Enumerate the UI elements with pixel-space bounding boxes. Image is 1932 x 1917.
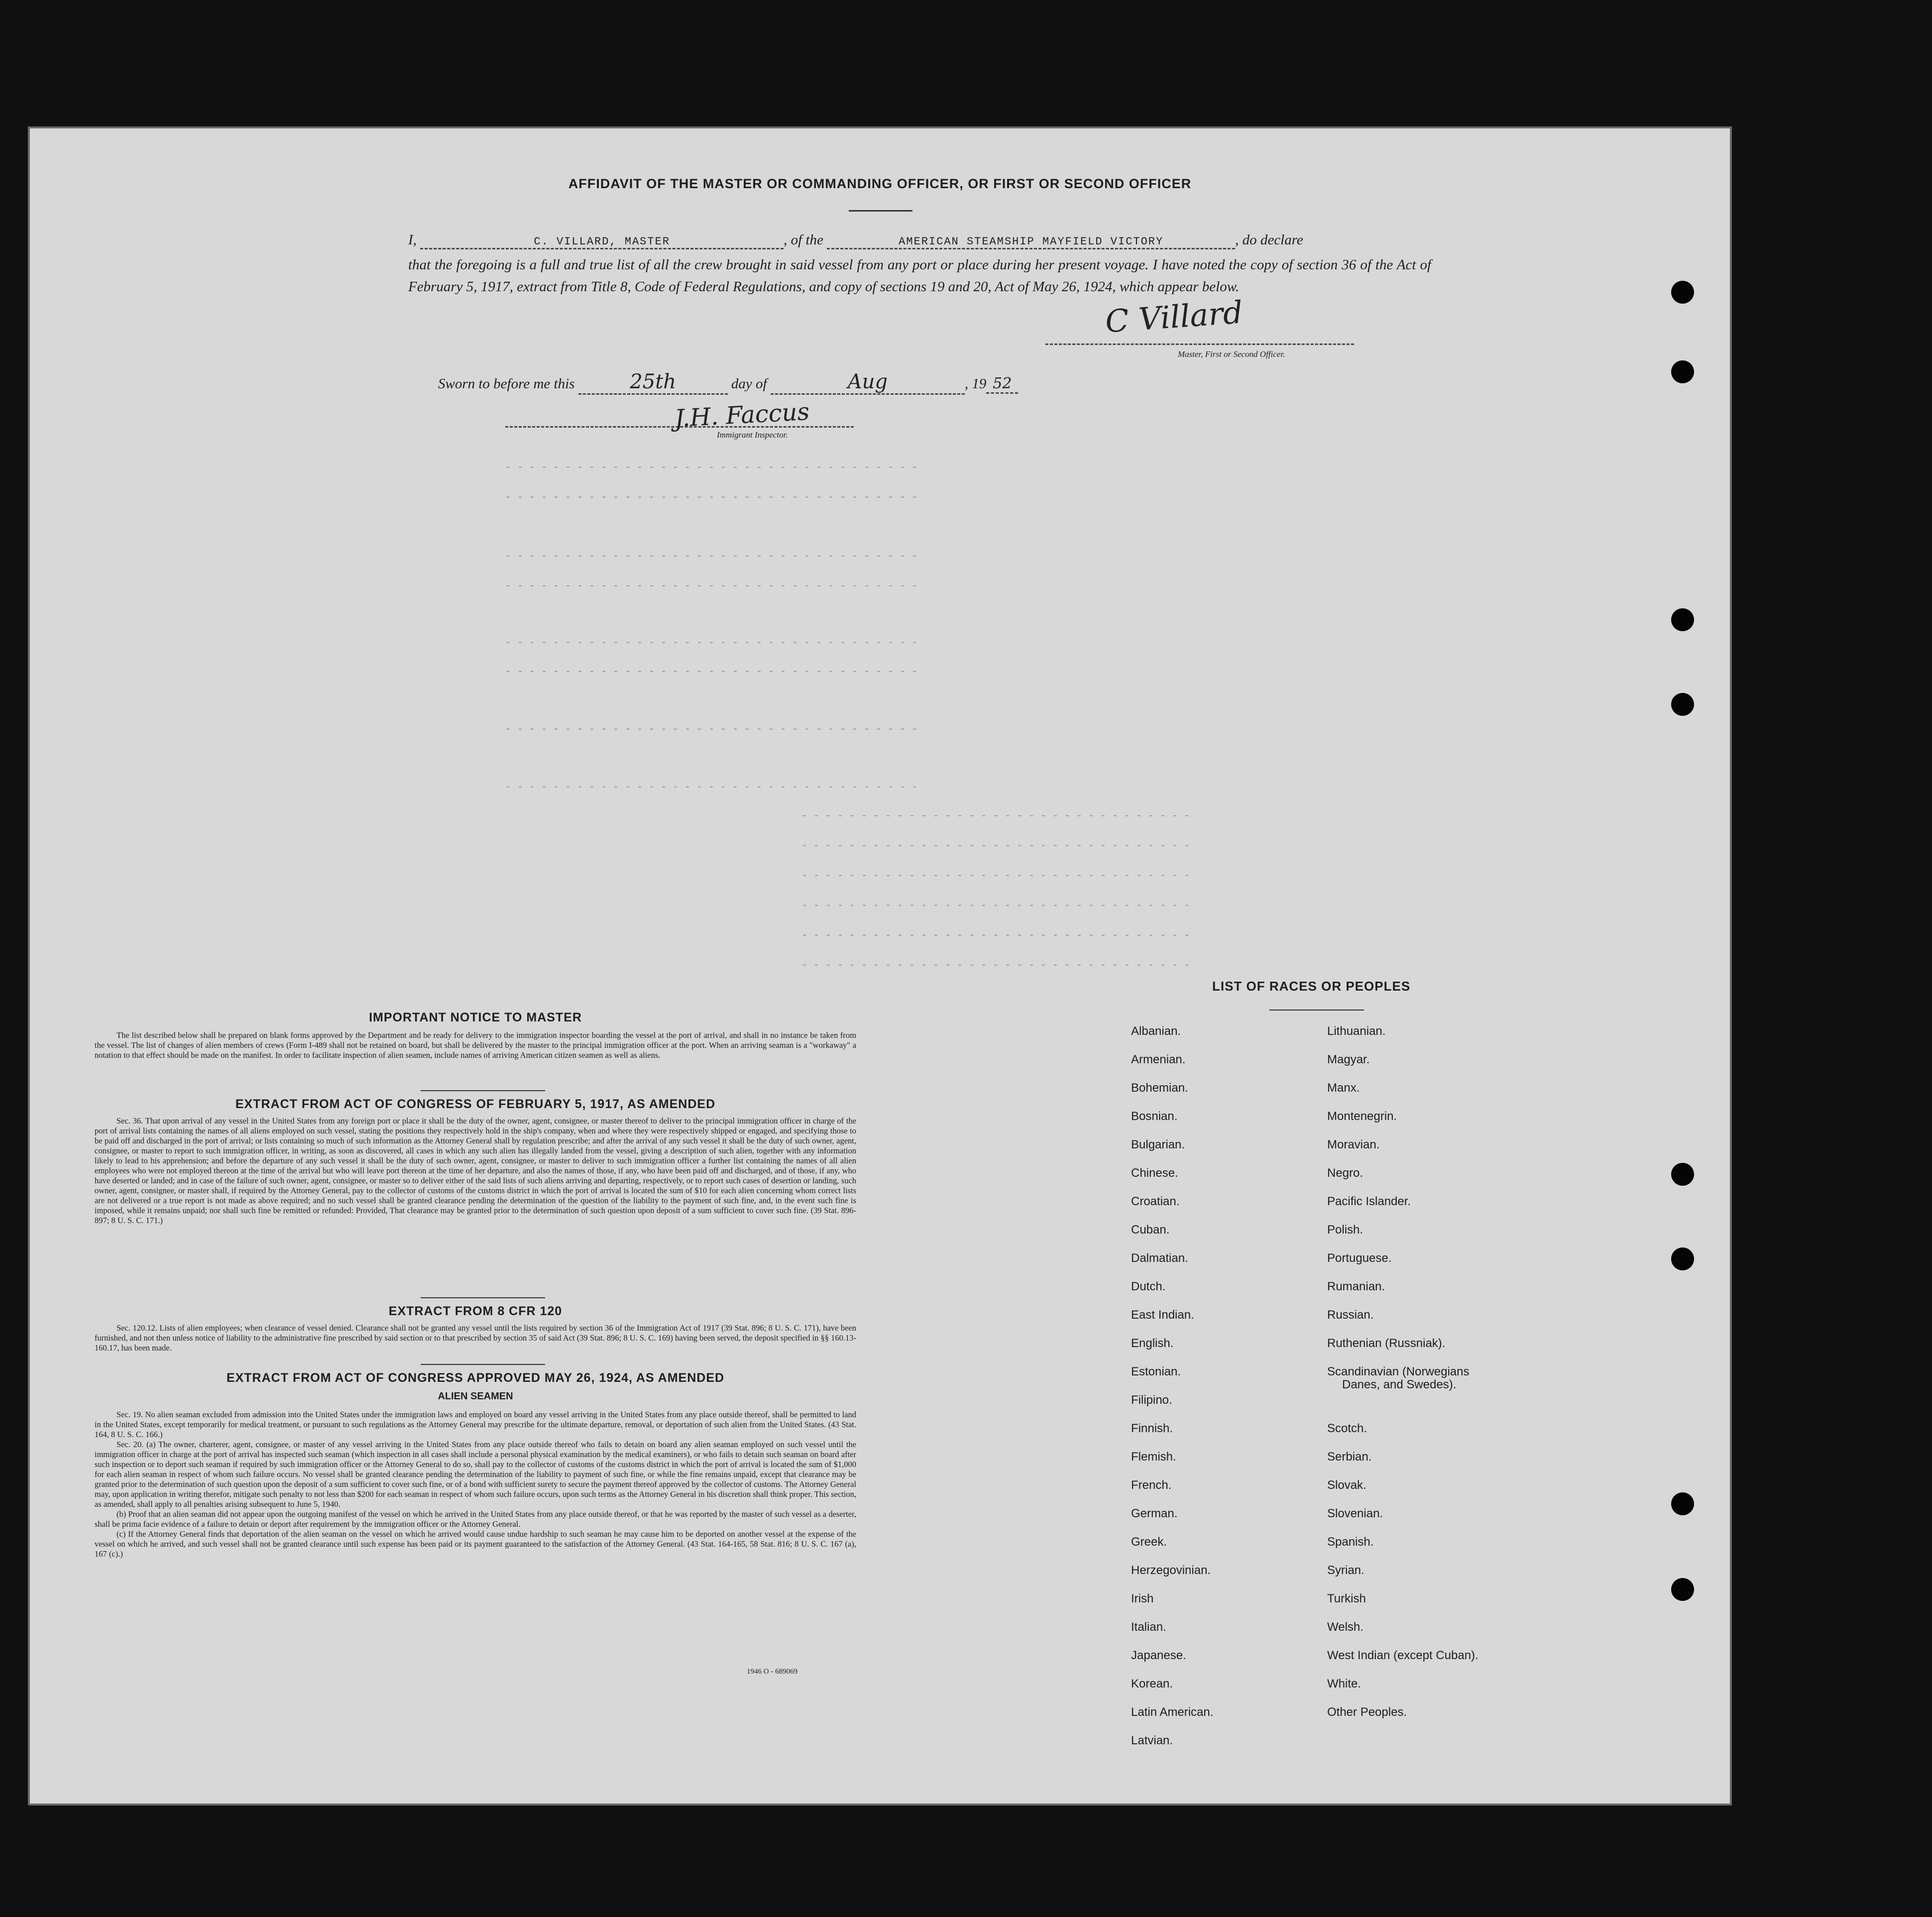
of-the-label: , of the <box>784 232 823 248</box>
section-20b-paragraph: (b) Proof that an alien seaman did not appear upon the outgoing manifest of the vessel on which he arrived in the United States from any place outside thereof, or that he was reported by the master of such vessel as a deserter, shall be prima facie evidence of a failure to detain or deport after requirement by the immigration officer or the Attorney General. <box>95 1509 856 1529</box>
race-item: Greek. <box>1131 1535 1167 1549</box>
race-item: Turkish <box>1327 1592 1366 1605</box>
inspector-signature: J.H. Faccus <box>674 397 810 433</box>
race-item: Bulgarian. <box>1131 1138 1185 1151</box>
notice-paragraph: The list described below shall be prepared on blank forms approved by the Department and be ready for delivery to the immigration inspector boarding the vessel at the port of arrival, and shall in no instance be taken from the vessel. The list of changes of alien members of crews (Form I-489 shall not be retained on board, but shall be delivered by the master to the principal immigration officer at the port. When an arriving seaman is a "workaway" a notation to that effect should be made on the manifest. In order to facilitate inspection of alien seamen, include names of arriving American citizen seamen as well as aliens. <box>95 1030 856 1060</box>
sworn-day-field: 25th <box>578 370 728 395</box>
section-120-12-paragraph: Sec. 120.12. Lists of alien employees; when clearance of vessel denied. Clearance shall not be granted any vessel until the lists required by section 36 of the Immigration Act of 1917 (39 Stat. 896; 8 U. S. C. 171), have been furnished, and not then unless notice of liability to the administrative fine prescribed by said section or to that prescribed by section 35 of said Act (39 Stat. 896; 8 U. S. C. 169) having been served, the deposit specified in §§ 160.13-160.17, has been made. <box>95 1323 856 1353</box>
race-item: Irish <box>1131 1592 1154 1605</box>
master-signature-line <box>1045 343 1354 345</box>
race-item: French. <box>1131 1478 1172 1492</box>
race-item: Manx. <box>1327 1081 1360 1095</box>
race-item: Syrian. <box>1327 1564 1364 1577</box>
race-item: Russian. <box>1327 1308 1374 1322</box>
declaration-body: that the foregoing is a full and true list of all the crew brought in said vessel from any port or place during her present voyage. I have noted the copy of section 36 of the Act of February 5, 1917, extract from Title 8, Code of Federal Regulations, and copy of sections 19 and 20, Act of May 26, 1924, which appear below. <box>408 257 1431 295</box>
race-item: Polish. <box>1327 1223 1364 1237</box>
punch-hole <box>1671 281 1694 304</box>
race-item: Slovak. <box>1327 1478 1366 1492</box>
race-item: Herzegovinian. <box>1131 1564 1211 1577</box>
race-item: Filipino. <box>1131 1393 1172 1407</box>
race-item: Other Peoples. <box>1327 1705 1407 1719</box>
affidavit-title: AFFIDAVIT OF THE MASTER OR COMMANDING OFFICER, OR FIRST OR SECOND OFFICER <box>568 176 1192 191</box>
race-item: Dalmatian. <box>1131 1251 1188 1265</box>
race-item: White. <box>1327 1677 1362 1691</box>
race-item: Ruthenian (Russniak). <box>1327 1337 1446 1350</box>
race-item: Bohemian. <box>1131 1081 1188 1095</box>
vessel-name-field: AMERICAN STEAMSHIP MAYFIELD VICTORY <box>827 235 1235 249</box>
race-item: Croatian. <box>1131 1195 1180 1208</box>
extract-1917-title: EXTRACT FROM ACT OF CONGRESS OF FEBRUARY 5, 1917, AS AMENDED <box>235 1097 716 1111</box>
race-item: Spanish. <box>1327 1535 1374 1549</box>
punch-hole <box>1671 1578 1694 1601</box>
sworn-year-field: 52 <box>986 375 1018 394</box>
race-item: West Indian (except Cuban). <box>1327 1649 1478 1662</box>
race-item: Montenegrin. <box>1327 1110 1397 1123</box>
races-title: LIST OF RACES OR PEOPLES <box>1212 979 1411 994</box>
notice-title: IMPORTANT NOTICE TO MASTER <box>369 1011 582 1024</box>
extract-cfr-body <box>95 1323 856 1353</box>
title-rule <box>849 210 912 212</box>
race-item: Magyar. <box>1327 1053 1370 1066</box>
notice-body <box>95 1030 856 1060</box>
race-item: Welsh. <box>1327 1620 1364 1634</box>
race-item: East Indian. <box>1131 1308 1194 1322</box>
sworn-month-field: Aug <box>771 370 965 395</box>
races-title-rule <box>1269 1010 1364 1011</box>
section-20c-paragraph: (c) If the Attorney General finds that deportation of the alien seaman on the vessel on which he arrived would cause undue hardship to such seaman he may cause him to be deported on another vessel at the expense of the vessel on which he arrived, and such vessel shall not be granted clearance until such expense has been paid or its payment guaranteed to the satisfaction of the Attorney General. (43 Stat. 164-165, 58 Stat. 816; 8 U. S. C. 167 (a), 167 (c).) <box>95 1529 856 1559</box>
section-19-paragraph: Sec. 19. No alien seaman excluded from admission into the United States under the immigration laws and employed on board any vessel arriving in the United States from any place outside thereof, shall be permitted to land in the United States, except temporarily for medical treatment, or pursuant to such regulations as the Attorney General may prescribe for the ultimate departure, removal, or deportation of such alien from the United States. (43 Stat. 164, 8 U. S. C. 166.) <box>95 1410 856 1439</box>
race-item: Scandinavian (Norwegians <box>1327 1365 1470 1378</box>
inspector-label: Immigrant Inspector. <box>717 430 788 440</box>
punch-hole <box>1671 360 1694 383</box>
punch-hole <box>1671 1247 1694 1270</box>
race-item: Danes, and Swedes). <box>1342 1378 1457 1391</box>
master-title-label: Master, First or Second Officer. <box>1178 349 1285 359</box>
i-label: I, <box>408 232 417 248</box>
race-item: Albanian. <box>1131 1024 1181 1038</box>
extract-1917-body <box>95 1116 856 1226</box>
race-item: Lithuanian. <box>1327 1024 1386 1038</box>
race-item: Estonian. <box>1131 1365 1181 1378</box>
race-item: Scotch. <box>1327 1422 1367 1435</box>
extract-1924-title: EXTRACT FROM ACT OF CONGRESS APPROVED MAY 26, 1924, AS AMENDED <box>226 1371 725 1385</box>
race-item: Chinese. <box>1131 1166 1178 1180</box>
race-item: Bosnian. <box>1131 1110 1178 1123</box>
race-item: Dutch. <box>1131 1280 1166 1293</box>
extract-cfr-title: EXTRACT FROM 8 CFR 120 <box>388 1304 563 1318</box>
section-rule <box>421 1364 545 1365</box>
race-item: Flemish. <box>1131 1450 1176 1464</box>
race-item: Serbian. <box>1327 1450 1372 1464</box>
section-20a-paragraph: Sec. 20. (a) The owner, charterer, agent, consignee, or master of any vessel arriving in the United States from any place outside thereof who fails to detain on board any alien seaman employed on such vessel until the immigration officer in charge at the port of arrival has inspected such seaman (which inspection in all cases shall include a personal physical examination by the medical examiners), or who fails to detain such seaman on board after such inspection or to deport such seaman if required by such immigration officer or the Attorney General to do so, shall pay to the collector of customs of the customs district in which the port of arrival is located the sum of $1,000 for each alien seaman in respect of whom such failure occurs. No vessel shall be granted clearance pending the determination of the liability to payment of such fine, or while the fine remains unpaid, except that clearance may be granted prior to the determination of such question upon the deposit of a sum sufficient to cover such fine, or of a bond with sufficient surety to secure the payment thereof approved by the collector of customs. The Attorney General may, upon application in writing therefor, mitigate such penalty to not less than $200 for each seaman in respect of whom such failure occurs, upon such terms as the Attorney General in his discretion shall think proper. This section, as amended, shall apply to all penalties arising subsequent to June 5, 1940. <box>95 1440 856 1509</box>
race-item: Pacific Islander. <box>1327 1195 1411 1208</box>
punch-hole <box>1671 1163 1694 1186</box>
sworn-label: Sworn to before me this <box>438 376 575 392</box>
race-item: Portuguese. <box>1327 1251 1392 1265</box>
race-item: Latvian. <box>1131 1734 1173 1747</box>
race-item: Latin American. <box>1131 1705 1214 1719</box>
race-item: Rumanian. <box>1327 1280 1385 1293</box>
race-item: Armenian. <box>1131 1053 1186 1066</box>
section-rule <box>421 1297 545 1298</box>
race-item: Korean. <box>1131 1677 1173 1691</box>
sworn-line <box>438 370 1018 395</box>
race-item: English. <box>1131 1337 1174 1350</box>
punch-hole <box>1671 693 1694 716</box>
punch-hole <box>1671 608 1694 631</box>
extract-1924-body <box>95 1410 856 1559</box>
race-item: Moravian. <box>1327 1138 1380 1151</box>
section-36-paragraph: Sec. 36. That upon arrival of any vessel in the United States from any foreign port or place it shall be the duty of the owner, agent, consignee, or master thereof to deliver to the principal immigration officer in charge of the port of arrival lists containing the names of all aliens employed on such vessel, stating the positions they respectively hold in the ship's company, when and where they were respectively shipped or engaged, and specifying those to be paid off and discharged in the port of arrival; or lists containing so much of such information as the Attorney General shall by regulation prescribe; and after the arrival of any such vessel it shall be the duty of such owner, agent, consignee, or master to report to such immigration officer, in writing, as soon as discovered, all cases in which any such alien has illegally landed from the vessel, giving a description of such alien, together with any information likely to lead to his apprehension; and before the departure of any such vessel it shall be the duty of such owner, agent, consignee, or master to deliver to such immigration officer a further list containing the names of all alien employees who were not employed thereon at the time of the arrival but who will leave port thereon at the time of her departure, and also the names of those, if any, who have been paid off and discharged, and of those, if any, who have deserted or landed; and in case of the failure of such owner, agent, consignee, or master so to deliver either of the said lists of such aliens arriving and departing, respectively, or to report such cases of desertion or landing, such owner, agent, consignee, or master shall, if required by the Attorney General, pay to the collector of customs of the customs district in which the port of arrival is located the sum of $10 for each alien concerning whom correct lists are not delivered or a true report is not made as above required; and no such vessel shall be granted clearance pending the determination of the question of the liability to the payment of such fine, and, in the event such fine is imposed, while it remains unpaid; nor shall such fine be remitted or refunded: Provided, That clearance may be granted prior to the determination of such question upon deposit of a sum sufficient to cover such fine. (39 Stat. 896-897; 8 U. S. C. 171.) <box>95 1116 856 1225</box>
punch-hole <box>1671 1492 1694 1515</box>
race-item: Italian. <box>1131 1620 1166 1634</box>
race-item: Negro. <box>1327 1166 1364 1180</box>
race-item: Slovenian. <box>1327 1507 1383 1520</box>
year-prefix: , 19 <box>964 376 987 392</box>
race-item: German. <box>1131 1507 1178 1520</box>
affidavit-page: - - - - - - - - - - - - - - - - - - - - - - - - - - - - - - - - - - - - - - - - - - - - - - - - - - - - - - - - - - - - - - - - - - - - - - - - - - - - - - - - - - - - - - - - - - - - - - - - - - - - - - - - - - - - - - - - - - - - - - - - - - - - - - - - - - - - - - - - - - - - - - - - - - - - - - - - - - - - - - - - - - - - - - - - - - - - - - - - - - - - - - - - - - - - - - - - - - - - - - - - - - - - - - - - - - - - - - - - - - - - - - - - - - - - - - - - - - - - - - - - - - - - - - - - - - - - - - - - - - - - - - - - - - - - - - - - - - - - - - - - - - - - - - - - - - - - - - - - - - - - - - - - - - - - - - - - - - - - - - - - - - - - - - - - - - - - - - - - - - - - - - - - - - - - - - - - - - - - - - - - - - - - - - - - - - - - - - - - - - - - - - - - - - - - - - - - - - - - - - - - - - - - - - - - - - - - - - - - - - - - - - - - - - - - - - - - - - - - - - - - - - - - - - - - - - - - - - - - - - - - - - - - - - - - - - - - - - - - - - AFFIDAVIT OF THE MASTER OR COMMANDING OFFICER, OR FIRST OR SECOND OFFICER I, C. VILLARD, MASTER , of the AMERICAN STEAMSHIP MAYFIELD VICTORY , do declare that the foregoing is a full and true list of all the crew brought in said vessel from any port or place during her present voyage. I have noted the copy of section 36 of the Act of February 5, 1917, extract from Title 8, Code of Federal Regulations, and copy of sections 19 and 20, Act of May 26, 1924, which appear below. C Villard Master, First or Second Officer. Sworn to before me this 25th day of Aug , 19 52 J.H. Faccus Immigrant Inspector. IMPORTANT NOTICE TO MASTER The list described below shall be prepared on blank forms approved by the Department and be ready for delivery to the immigration inspector boarding the vessel at the port of arrival, and shall in no instance be taken from the vessel. The list of changes of alien members of crews (Form I-489 shall not be retained on board, but shall be delivered by the master to the principal immigration officer at the port. When an arriving seaman is a "workaway" a notation to that effect should be made on the manifest. In order to facilitate inspection of alien seamen, include names of arriving American citizen seamen as well as aliens. EXTRACT FROM ACT OF CONGRESS OF FEBRUARY 5, 1917, AS AMENDED Sec. 36. That upon arrival of any vessel in the United States from any foreign port or place it shall be the duty of the owner, agent, consignee, or master thereof to deliver to the principal immigration officer in charge of the port of arrival lists containing the names of all aliens employed on such vessel, stating the positions they respectively hold in the ship's company, when and where they were respectively shipped or engaged, and specifying those to be paid off and discharged in the port of arrival; or lists containing so much of such information as the Attorney General shall by regulation prescribe; and after the arrival of any such vessel it shall be the duty of such owner, agent, consignee, or master to report to such immigration officer, in writing, as soon as discovered, all cases in which any such alien has illegally landed from the vessel, giving a description of such alien, together with any information likely to lead to his apprehension; and before the departure of any such vessel it shall be the duty of such owner, agent, consignee, or master to deliver to such immigration officer a further list containing the names of all alien employees who were not employed thereon at the time of the arrival but who will leave port thereon at the time of her departure, and also the names of those, if any, who have been paid off and discharged, and of those, if any, who have deserted or landed; and in case of the failure of such owner, agent, consignee, or master so to deliver either of the said lists of such aliens arriving and departing, respectively, or to report such cases of desertion or landing, such owner, agent, consignee, or master shall, if required by the Attorney General, pay to the collector of customs of the customs district in which the port of arrival is located the sum of $10 for each alien concerning whom correct lists are not delivered or a true report is not made as above required; and no such vessel shall be granted clearance pending the determination of the question of the liability to the payment of such fine, and, in the event such fine is imposed, while it remains unpaid; nor shall such fine be remitted or refunded: Provided, That clearance may be granted prior to the determination of such question upon deposit of a sum sufficient to cover such fine. (39 Stat. 896-897; 8 U. S. C. 171.) EXTRACT FROM 8 CFR 120 Sec. 120.12. Lists of alien employees; when clearance of vessel denied. Clearance shall not be granted any vessel until the lists required by section 36 of the Immigration Act of 1917 (39 Stat. 896; 8 U. S. C. 171), have been furnished, and not then unless notice of liability to the administrative fine prescribed by said section or to that prescribed by section 35 of said Act (39 Stat. 896; 8 U. S. C. 169) having been served, the deposit specified in §§ 160.13-160.17, has been made. EXTRACT FROM ACT OF CONGRESS APPROVED MAY 26, 1924, AS AMENDED ALIEN SEAMEN Sec. 19. No alien seaman excluded from admission into the United States under the immigration laws and employed on board any vessel arriving in the United States from any place outside thereof, shall be permitted to land in the United States, except temporarily for medical treatment, or pursuant to such regulations as the Attorney General may prescribe for the ultimate departure, removal, or deportation of such alien from the United States. (43 Stat. 164, 8 U. S. C. 166.) Sec. 20. (a) The owner, charterer, agent, consignee, or master of any vessel arriving in the United States from any place outside thereof who fails to detain on board any alien seaman employed on such vessel until the immigration officer in charge at the port of arrival has inspected such seaman (which inspection in all cases shall include a personal physical examination by the medical examiners), or who fails to detain such seaman on board after such inspection or to deport such seaman if required by such immigration officer or the Attorney General to do so, shall pay to the collector of customs of the customs district in which the port of arrival is located the sum of $1,000 for each alien seaman in respect of whom such failure occurs. No vessel shall be granted clearance pending the determination of the liability to payment of such fine, or while the fine remains unpaid, except that clearance may be granted prior to the determination of such question upon the deposit of a sum sufficient to cover such fine, or of a bond with sufficient surety to secure the payment thereof approved by the collector of customs. The Attorney General may, upon application in writing therefor, mitigate such penalty to not less than $200 for each seaman in respect of whom such failure occurs, upon such terms as the Attorney General in his discretion shall think proper. This section, as amended, shall apply to all penalties arising subsequent to June 5, 1940. (b) Proof that an alien seaman did not appear upon the outgoing manifest of the vessel on which he arrived in the United States from any place outside thereof, or that he was reported by the master of such vessel as a deserter, shall be prima facie evidence of a failure to detain or deport after requirement by the immigration officer or the Attorney General. (c) If the Attorney General finds that deportation of the alien seaman on the vessel on which he arrived would cause undue hardship to such seaman he may cause him to be deported on another vessel at the expense of the vessel on which he arrived, and such vessel shall not be granted clearance until such expense has been paid or its payment guaranteed to the satisfaction of the Attorney General. (43 Stat. 164-165, 58 Stat. 816; 8 U. S. C. 167 (a), 167 (c).) 1946 O - 689069 LIST OF RACES OR PEOPLES Albanian. Armenian. Bohemian. Bosnian. Bulgarian. Chinese. Croatian. Cuban. Dalmatian. Dutch. East Indian. English. Estonian. Filipino. Finnish. Flemish. French. German. Greek. Herzegovinian. Irish Italian. Japanese. Korean. Latin American. Latvian. Lithuanian. Magyar. Manx. Montenegrin. Moravian. Negro. Pacific Islander. Polish. Portuguese. Rumanian. Russian. Ruthenian (Russniak). Scandinavian (Norwegians Danes, and Swedes). Scotch. Serbian. Slovak. Slovenian. Spanish. Syrian. Turkish Welsh. West Indian (except Cuban). White. Other Peoples. <box>30 128 1730 1804</box>
alien-seamen-subtitle: ALIEN SEAMEN <box>438 1391 513 1402</box>
declaration-line <box>408 232 1431 249</box>
race-item: Japanese. <box>1131 1649 1186 1662</box>
race-item: Cuban. <box>1131 1223 1170 1237</box>
day-of-label: day of <box>731 376 767 392</box>
master-name-field: C. VILLARD, MASTER <box>420 235 784 249</box>
print-code: 1946 O - 689069 <box>747 1668 798 1676</box>
declare-label: , do declare <box>1235 232 1303 248</box>
race-item: Finnish. <box>1131 1422 1173 1435</box>
master-signature: C Villard <box>1104 294 1244 340</box>
section-rule <box>421 1090 545 1091</box>
